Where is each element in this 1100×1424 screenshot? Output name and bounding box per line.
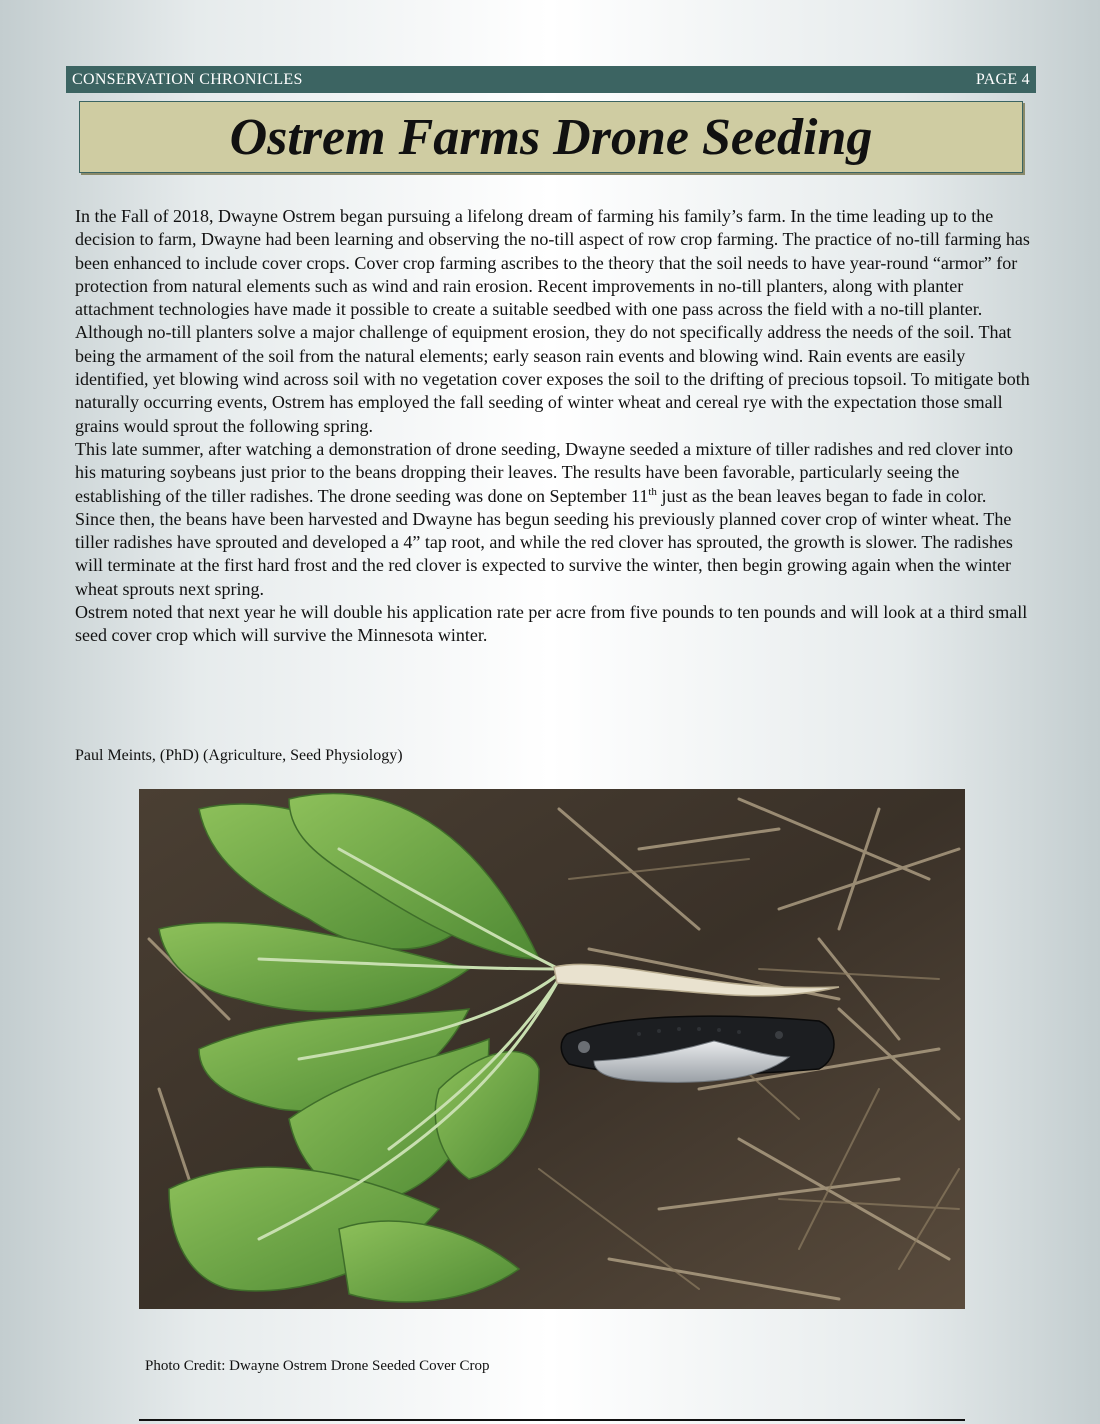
article-body xyxy=(75,205,1031,648)
header-bar xyxy=(66,66,1036,93)
photo-caption: Photo Credit: Dwayne Ostrem Drone Seeded Cover Crop xyxy=(145,1358,490,1374)
author-byline: Paul Meints, (PhD) (Agriculture, Seed Physiology) xyxy=(75,747,403,764)
paragraph-4: Since then, the beans have been harvested and Dwayne has begun seeding his previously planned cover crop of winter wheat. The tiller radishes have sprouted and developed a 4” tap root, and while the red clover has sprouted, the growth is slower. The radishes will terminate at the first hard frost and the red clover is expected to survive the winter, then begin growing again when the winter wheat sprouts next spring. xyxy=(75,508,1013,599)
footer-divider xyxy=(139,1419,965,1421)
ordinal-suffix: th xyxy=(648,485,657,498)
paragraph-3-text: This late summer, after watching a demonstration of drone seeding, Dwayne seeded a mixture of tiller radishes and red clover into his maturing soybeans just prior to the beans dropping their leaves. The results have been favorable, particularly seeing the establishing of the tiller radishes. The drone seeding was done on September 11 xyxy=(75,438,1013,506)
paragraph-1: In the Fall of 2018, Dwayne Ostrem began pursuing a lifelong dream of farming his family’s farm. In the time leading up to the decision to farm, Dwayne had been learning and observing the no-till aspect of row crop farming. The practice of no-till farming has been enhanced to include cover crops. Cover crop farming ascribes to the theory that the soil needs to have year-round “armor” for protection from natural elements such as wind and rain erosion. Recent improvements in no-till planters, along with planter attachment technologies have made it possible to create a suitable seedbed with one pass across the field with a no-till planter. xyxy=(75,206,1030,320)
radish-and-knife-illustration xyxy=(139,789,965,1309)
cover-crop-photo xyxy=(139,789,965,1309)
paragraph-3 xyxy=(75,438,1031,508)
paragraph-3-text-end: just as the bean leaves began to fade in color. xyxy=(656,485,987,506)
paragraph-5: Ostrem noted that next year he will double his application rate per acre from five pounds to ten pounds and will look at a third small seed cover crop which will survive the Minnesota winter. xyxy=(75,602,1028,646)
publication-name: CONSERVATION CHRONICLES xyxy=(72,70,303,88)
article-title: Ostrem Farms Drone Seeding xyxy=(229,108,873,166)
page-number: PAGE 4 xyxy=(975,70,1030,88)
title-box xyxy=(79,101,1023,173)
paragraph-2: Although no-till planters solve a major challenge of equipment erosion, they do not specifically address the needs of the soil. That being the armament of the soil from the natural elements; early season rain events and blowing wind. Rain events are easily identified, yet blowing wind across soil with no vegetation cover exposes the soil to the drifting of precious topsoil. To mitigate both naturally occurring events, Ostrem has employed the fall seeding of winter wheat and cereal rye with the expectation those small grains would sprout the following spring. xyxy=(75,322,1030,436)
